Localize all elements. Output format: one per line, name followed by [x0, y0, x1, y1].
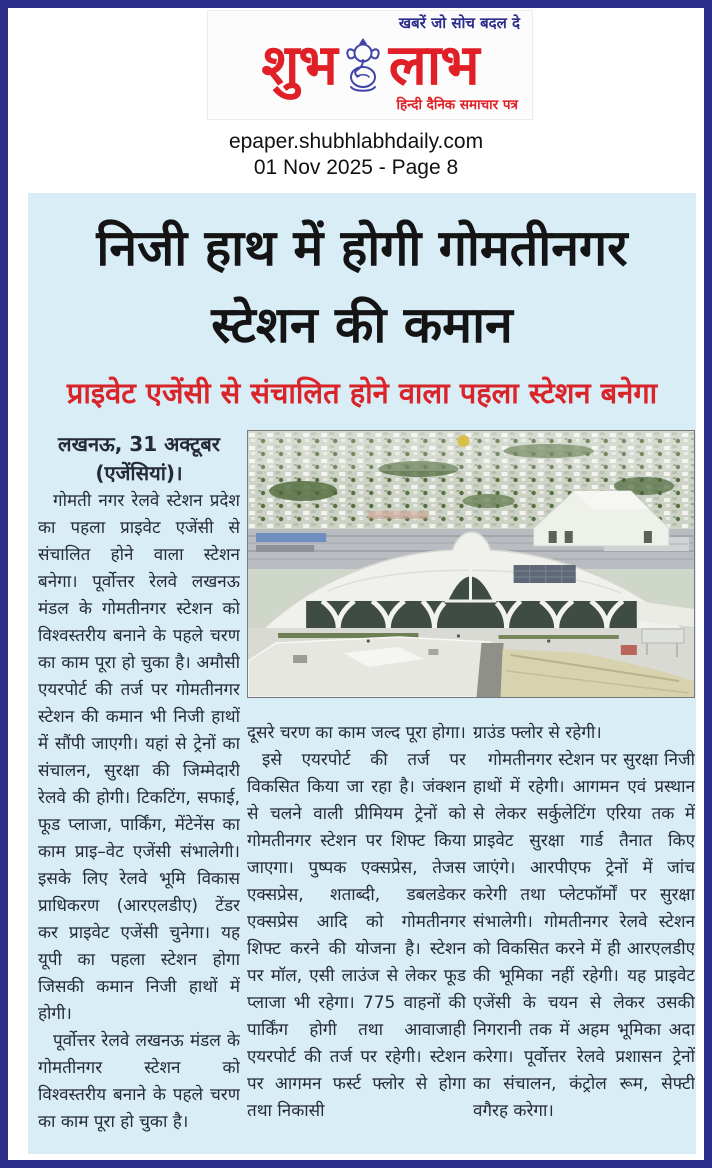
article-paragraph: गोमती नगर रेलवे स्टेशन प्रदेश का पहला प्राइवेट एजेंसी से संचालित होने वाला स्टेशन बनेगा। पूर्वोत्तर रेलवे लखनऊ मंडल के गोमतीनगर स्टेशन को विश्वस्तरीय बनाने के पहले चरण का काम पूरा हो चुका है। अमौसी एयरपोर्ट की तर्ज पर गोमतीनगर स्टेशन की कमान भी निजी हाथों में सौंपी जाएगी। यहां से ट्रेनों का संचालन, सुरक्षा की जिम्मेदारी रेलवे की होगी। टिकटिंग, सफाई, फूड प्लाजा, पार्किंग, मेंटेनेंस का काम प्राइ–वेट एजेंसी संभालेगी। इसके लिए रेलवे भूमि विकास प्राधिकरण (आरएलडीए) टेंडर कर प्राइवेट एजेंसी चुनेगा। यह यूपी का पहला स्टेशन होगा जिसकी कमान निजी हाथों में होगी।: [38, 491, 240, 1024]
article-subheadline: प्राइवेट एजेंसी से संचालित होने वाला पहला स्टेशन बनेगा: [66, 376, 658, 410]
station-photo-graphic: [248, 431, 694, 697]
logo-word-right: लाभ: [388, 32, 479, 98]
headline-line-1: निजी हाथ में होगी गोमतीनगर: [96, 218, 628, 277]
dateline-line-1: लखनऊ, 31 अक्टूबर: [58, 432, 220, 456]
newspaper-logo: [216, 34, 524, 96]
dateline-line-2: (एजेंसियां)।: [95, 461, 183, 485]
article-column-3: [473, 720, 695, 1137]
article-body: [28, 430, 696, 1136]
article-paragraph: इसे एयरपोर्ट की तर्ज पर विकसित किया जा रहा है। जंक्शन से चलने वाली प्रीमियम ट्रेनों को गोमतीनगर स्टेशन पर शिफ्ट किया जाएगा। पुष्पक एक्सप्रेस, तेजस एक्सप्रेस, शताब्दी, डबलडेकर एक्सप्रेस आदि को गोमतीनगर शिफ्ट करने की योजना है। स्टेशन पर मॉल, एसी लाउंज से लेकर फूड प्लाजा भी रहेगा। 775 वाहनों की पार्किंग होगी तथा आवाजाही एयरपोर्ट की तर्ज पर रहेगी। स्टेशन पर आगमन फर्स्ट फ्लोर से होगा तथा निकासी: [247, 749, 466, 1121]
article-headline: [28, 209, 696, 363]
newspaper-masthead: [207, 10, 533, 120]
article-dateline: [38, 430, 240, 488]
epaper-date-page: 01 Nov 2025 - Page 8: [253, 156, 459, 179]
article-column-1: [38, 430, 240, 1136]
article-paragraph: पूर्वोत्तर रेलवे लखनऊ मंडल के गोमतीनगर स्टेशन को विश्वस्तरीय बनाने के पहले चरण का काम पूरा हो चुका है।: [38, 1031, 240, 1132]
article-column-2: [247, 720, 466, 1137]
article-panel: [28, 193, 696, 1154]
epaper-site-url: epaper.shubhlabhdaily.com: [228, 130, 484, 153]
article-paragraph: गोमतीनगर स्टेशन पर सुरक्षा निजी हाथों में रहेगी। आगमन एवं प्रस्थान से लेकर सर्कुलेटिंग एरिया तक में प्राइवेट सुरक्षा गार्ड तैनात किए जाएंगे। आरपीएफ ट्रेनों में जांच करेगी तथा प्लेटफॉर्मों पर सुरक्षा संभालेगी। गोमतीनगर रेलवे स्टेशन को विकसित करने में ही आरएलडीए की भूमिका नहीं रहेगी। यह प्राइवेट एजेंसी के चयन से लेकर उसकी निगरानी तक में अहम भूमिका अदा करेगा। पूर्वोत्तर रेलवे प्रशासन ट्रेनों का संचालन, कंट्रोल रूम, सेफ्टी वगैरह करेगा।: [473, 749, 695, 1121]
ganesha-icon: [340, 35, 386, 95]
station-aerial-photo: [247, 430, 695, 698]
masthead-subtitle: हिन्दी दैनिक समाचार पत्र: [396, 97, 518, 113]
logo-word-left: शुभ: [261, 32, 337, 98]
article-paragraph: ग्राउंड फ्लोर से रहेगी।: [473, 722, 602, 743]
headline-line-2: स्टेशन की कमान: [211, 295, 513, 354]
masthead-tagline: खबरें जो सोच बदल दे: [398, 14, 520, 32]
article-paragraph: दूसरे चरण का काम जल्द पूरा होगा।: [247, 722, 466, 743]
